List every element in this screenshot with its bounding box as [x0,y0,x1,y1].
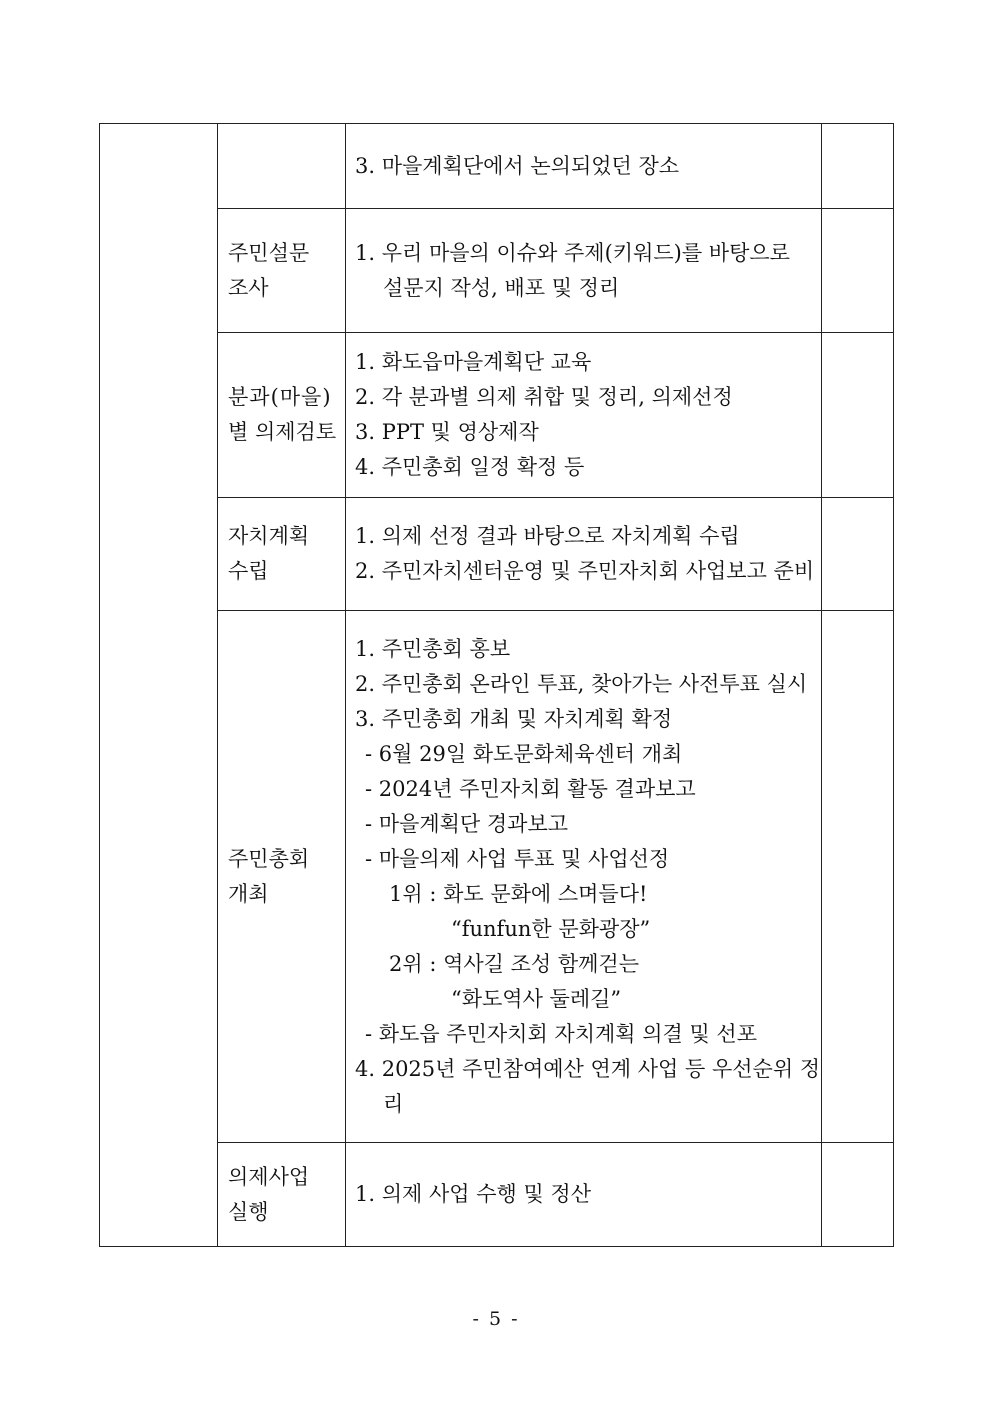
content-line: 2. 각 분과별 의제 취합 및 정리, 의제선정 [355,385,733,409]
content-line: 1. 의제 선정 결과 바탕으로 자치계획 수립 [355,524,740,548]
content-line: - 마을계획단 경과보고 [365,811,569,836]
category-label: 의제사업 [228,1164,310,1189]
content-line: - 화도읍 주민자치회 자치계획 의결 및 선포 [365,1021,758,1046]
note-cell [822,333,894,498]
note-cell [822,1143,894,1247]
content-line: - 6월 29일 화도문화체육센터 개최 [365,741,683,766]
content-line: 3. 주민총회 개최 및 자치계획 확정 [355,706,673,731]
table-row [100,124,894,209]
content-cell [346,333,822,498]
note-cell [822,124,894,209]
table-row [100,1143,894,1247]
category-cell [218,333,346,498]
table-row [100,209,894,333]
content-cell [346,124,822,209]
content-line: 4. 주민총회 일정 확정 등 [355,455,585,479]
content-line: 1. 주민총회 홍보 [355,636,511,661]
table-row [100,333,894,498]
content-line: 3. 마을계획단에서 논의되었던 장소 [355,153,680,178]
merged-first-column [100,124,218,1247]
note-cell [822,611,894,1143]
category-cell [218,611,346,1143]
table-row [100,611,894,1143]
table-row [100,498,894,611]
content-line: 1위 : 화도 문화에 스며들다! [389,881,648,906]
content-line: 3. PPT 및 영상제작 [355,420,539,444]
category-label: 조사 [228,275,269,300]
category-cell [218,124,346,209]
plan-table [99,123,894,1247]
category-cell [218,1143,346,1247]
content-cell [346,498,822,611]
category-cell [218,498,346,611]
category-label: 주민총회 [228,846,310,871]
content-line: - 마을의제 사업 투표 및 사업선정 [365,846,670,871]
content-cell [346,611,822,1143]
page-number: - 5 - [472,1308,520,1330]
content-cell [346,1143,822,1247]
category-label: 주민설문 [228,240,310,265]
content-line: 2위 : 역사길 조성 함께걷는 [389,951,639,976]
content-line: 리 [383,1091,404,1116]
category-label: 분과(마을) [228,385,332,409]
category-label: 별 의제검토 [228,420,337,444]
content-line: 4. 2025년 주민참여예산 연계 사업 등 우선순위 정 [355,1056,821,1081]
note-cell [822,209,894,333]
content-line: 설문지 작성, 배포 및 정리 [383,275,620,300]
content-line: 1. 화도읍마을계획단 교육 [355,350,592,374]
content-line: 2. 주민총회 온라인 투표, 찾아가는 사전투표 실시 [355,671,808,696]
content-line: “화도역사 둘레길” [451,986,622,1011]
category-label: 수립 [228,559,269,583]
content-cell [346,209,822,333]
category-label: 실행 [228,1199,269,1224]
content-line: 2. 주민자치센터운영 및 주민자치회 사업보고 준비 [355,559,815,583]
category-label: 개최 [228,881,269,906]
content-line: - 2024년 주민자치회 활동 결과보고 [365,776,696,801]
content-line: 1. 우리 마을의 이슈와 주제(키워드)를 바탕으로 [355,240,790,265]
category-label: 자치계획 [228,524,310,548]
content-line: “funfun한 문화광장” [451,916,651,941]
note-cell [822,498,894,611]
content-line: 1. 의제 사업 수행 및 정산 [355,1182,591,1206]
category-cell [218,209,346,333]
